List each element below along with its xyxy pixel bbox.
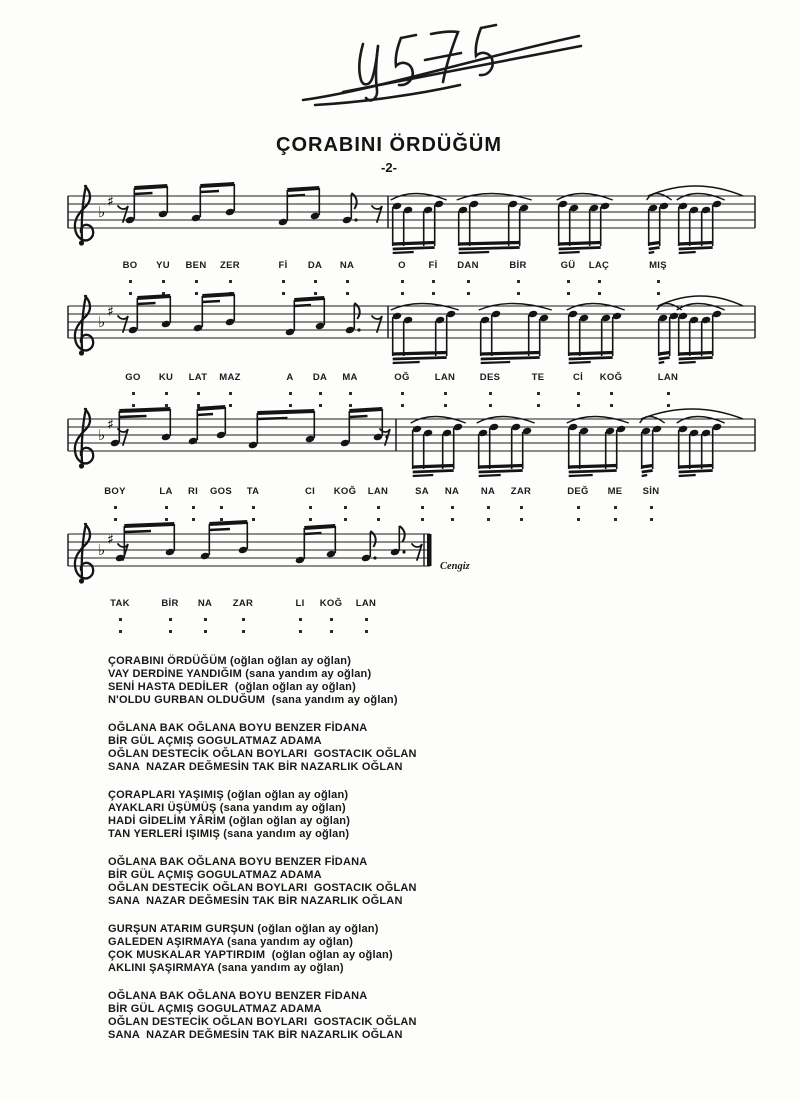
flat-sign: ♭: [98, 313, 106, 331]
lyric-syllable-text: Fİ: [278, 260, 288, 271]
verse-block-2: [108, 722, 417, 774]
lyric-syllable-text: LAÇ: [588, 260, 610, 271]
ditto-dot: [242, 618, 245, 621]
verse-line: SANA NAZAR DEĞMESİN TAK BİR NAZARLIK OĞLAN: [108, 761, 403, 773]
ditto-dot: [330, 630, 333, 633]
staff-1: [60, 156, 800, 276]
page-title: ÇORABINI ÖRDÜĞÜM: [276, 134, 502, 156]
ditto-dot: [614, 506, 617, 509]
lyric-syllable-text: KOĞ: [319, 598, 343, 609]
ditto-dot: [487, 518, 490, 521]
lyric-syllable-text: DES: [479, 372, 501, 383]
verse-line: SANA NAZAR DEĞMESİN TAK BİR NAZARLIK OĞLAN: [108, 1029, 403, 1041]
ditto-dot: [299, 630, 302, 633]
lyric-syllable-text: OĞ: [394, 372, 410, 383]
lyric-syllable-text: LAN: [355, 598, 377, 609]
lyric-syllable-text: TAK: [110, 598, 130, 609]
verse-line: ÇORABINI ÖRDÜĞÜM (oğlan oğlan ay oğlan): [108, 655, 352, 667]
ditto-dot: [577, 518, 580, 521]
staff-2: [60, 266, 800, 386]
verse-line: OĞLAN DESTECİK OĞLAN BOYLARI GOSTACIK OĞLAN: [108, 748, 417, 760]
verse-line: OĞLAN DESTECİK OĞLAN BOYLARI GOSTACIK OĞLAN: [108, 882, 417, 894]
lyric-syllable-text: TA: [246, 486, 260, 497]
lyric-syllable-text: KU: [158, 372, 174, 383]
lyric-syllable-text: LAT: [188, 372, 208, 383]
verse-line: AKLINI ŞAŞIRMAYA (sana yandım ay oğlan): [108, 962, 344, 974]
lyric-syllable: [221, 598, 265, 633]
lyric-syllable-text: BEN: [185, 260, 207, 271]
ditto-dot: [169, 630, 172, 633]
verse-block-3: [108, 789, 417, 841]
lyric-syllable-text: DA: [307, 260, 323, 271]
ditto-dot: [204, 618, 207, 621]
verse-block-6: [108, 990, 417, 1042]
verse-line: BİR GÜL AÇMIŞ GOGULATMAZ ADAMA: [108, 735, 322, 747]
lyric-syllable-text: NA: [444, 486, 460, 497]
lyric-syllable: [629, 486, 673, 521]
lyric-syllable-text: GO: [125, 372, 141, 383]
lyric-syllable-text: DEĞ: [567, 486, 589, 497]
lyric-syllable-text: LAN: [657, 372, 679, 383]
verse-line: AYAKLARI ÜŞÜMÜŞ (sana yandım ay oğlan): [108, 802, 346, 814]
verse-line: SANA NAZAR DEĞMESİN TAK BİR NAZARLIK OĞLAN: [108, 895, 403, 907]
verse-line: ÇORAPLARI YAŞIMIŞ (oğlan oğlan ay oğlan): [108, 789, 349, 801]
staff-3: [60, 379, 800, 499]
lyric-syllable-text: BİR: [509, 260, 527, 271]
ditto-dot: [520, 518, 523, 521]
lyric-syllable: [499, 486, 543, 521]
sharp-sign: ♯: [107, 194, 114, 210]
lyric-syllable-text: NA: [339, 260, 355, 271]
ditto-dot: [520, 506, 523, 509]
lyric-syllable-text: A: [286, 372, 294, 383]
ditto-dot: [650, 518, 653, 521]
flat-sign: ♭: [98, 426, 106, 444]
verse-line: OĞLANA BAK OĞLANA BOYU BENZER FİDANA: [108, 722, 368, 734]
verse-line: VAY DERDİNE YANDIĞIM (sana yandım ay oğlan): [108, 668, 372, 680]
lyric-syllable-text: SA: [415, 486, 429, 497]
lyric-syllable-text: GÜ: [560, 260, 576, 271]
sharp-sign: ♯: [107, 532, 114, 548]
lyric-syllable-text: ZAR: [232, 598, 254, 609]
lyric-syllable-text: NA: [480, 486, 496, 497]
ditto-dot: [650, 506, 653, 509]
sharp-sign: ♯: [107, 417, 114, 433]
lyric-syllable: [344, 598, 388, 633]
lyric-syllable-text: MA: [342, 372, 358, 383]
page-number: -2-: [381, 160, 397, 175]
lyric-syllable-text: DAN: [457, 260, 479, 271]
verse-line: GURŞUN ATARIM GURŞUN (oğlan oğlan ay oğlan): [108, 923, 379, 935]
lyric-syllable-text: BO: [122, 260, 138, 271]
lyric-syllable-text: Fİ: [428, 260, 438, 271]
lyric-syllable-text: NA: [197, 598, 213, 609]
lyric-syllable-text: TE: [531, 372, 545, 383]
lyric-syllable-text: ME: [607, 486, 623, 497]
lyric-syllable-text: LAN: [367, 486, 389, 497]
lyric-syllable-text: LAN: [434, 372, 456, 383]
verse-section: [108, 655, 417, 1057]
lyric-syllable-text: BOY: [104, 486, 126, 497]
verse-line: OĞLANA BAK OĞLANA BOYU BENZER FİDANA: [108, 856, 368, 868]
lyric-syllable-text: MAZ: [219, 372, 241, 383]
staff-4: [60, 494, 475, 614]
ditto-dot: [204, 630, 207, 633]
verse-line: SENİ HASTA DEDİLER (oğlan oğlan ay oğlan): [108, 681, 356, 693]
lyric-syllable-text: ZER: [220, 260, 240, 271]
lyric-syllable: [98, 598, 142, 633]
verse-line: ÇOK MUSKALAR YAPTIRDIM (oğlan oğlan ay oğlan): [108, 949, 393, 961]
lyric-syllable-text: SİN: [642, 486, 660, 497]
ditto-dot: [299, 618, 302, 621]
lyric-syllable-text: CI: [304, 486, 316, 497]
verse-block-4: [108, 856, 417, 908]
verse-line: BİR GÜL AÇMIŞ GOGULATMAZ ADAMA: [108, 869, 322, 881]
ditto-dot: [577, 506, 580, 509]
ditto-dot: [119, 630, 122, 633]
ditto-dot: [330, 618, 333, 621]
lyric-syllable-text: MIŞ: [649, 260, 667, 271]
lyric-syllable-text: O: [398, 260, 406, 271]
verse-line: BİR GÜL AÇMIŞ GOGULATMAZ ADAMA: [108, 1003, 322, 1015]
lyric-syllable-text: DA: [312, 372, 328, 383]
verse-line: GALEDEN AŞIRMAYA (sana yandım ay oğlan): [108, 936, 354, 948]
handwritten-number: [285, 6, 595, 114]
ditto-dot: [365, 630, 368, 633]
ditto-dot: [487, 506, 490, 509]
ditto-dot: [119, 618, 122, 621]
ditto-dot: [614, 518, 617, 521]
verse-line: TAN YERLERİ IŞIMIŞ (sana yandım ay oğlan): [108, 828, 350, 840]
verse-block-1: [108, 655, 417, 707]
ditto-dot: [242, 630, 245, 633]
verse-block-5: [108, 923, 417, 975]
composer-credit: Cengiz: [440, 561, 470, 572]
lyric-syllable-text: KOĞ: [333, 486, 357, 497]
verse-line: HADİ GİDELİM YÂRİM (oğlan oğlan ay oğlan): [108, 815, 351, 827]
sharp-sign: ♯: [107, 304, 114, 320]
lyric-syllable-text: YU: [156, 260, 170, 271]
lyric-syllable-text: LI: [295, 598, 305, 609]
lyric-syllable-text: GOS: [209, 486, 232, 497]
lyric-syllable-text: Cİ: [572, 372, 584, 383]
lyric-syllable-text: BİR: [161, 598, 179, 609]
lyric-syllable-text: RI: [187, 486, 199, 497]
ditto-dot: [365, 618, 368, 621]
flat-sign: ♭: [98, 203, 106, 221]
lyric-syllable-text: ZAR: [510, 486, 532, 497]
lyric-syllable-text: KOĞ: [599, 372, 623, 383]
flat-sign: ♭: [98, 541, 106, 559]
lyric-syllable-text: LA: [159, 486, 173, 497]
verse-line: N'OLDU GURBAN OLDUĞUM (sana yandım ay oğlan): [108, 694, 398, 706]
verse-line: OĞLAN DESTECİK OĞLAN BOYLARI GOSTACIK OĞLAN: [108, 1016, 417, 1028]
verse-line: OĞLANA BAK OĞLANA BOYU BENZER FİDANA: [108, 990, 368, 1002]
ditto-dot: [169, 618, 172, 621]
